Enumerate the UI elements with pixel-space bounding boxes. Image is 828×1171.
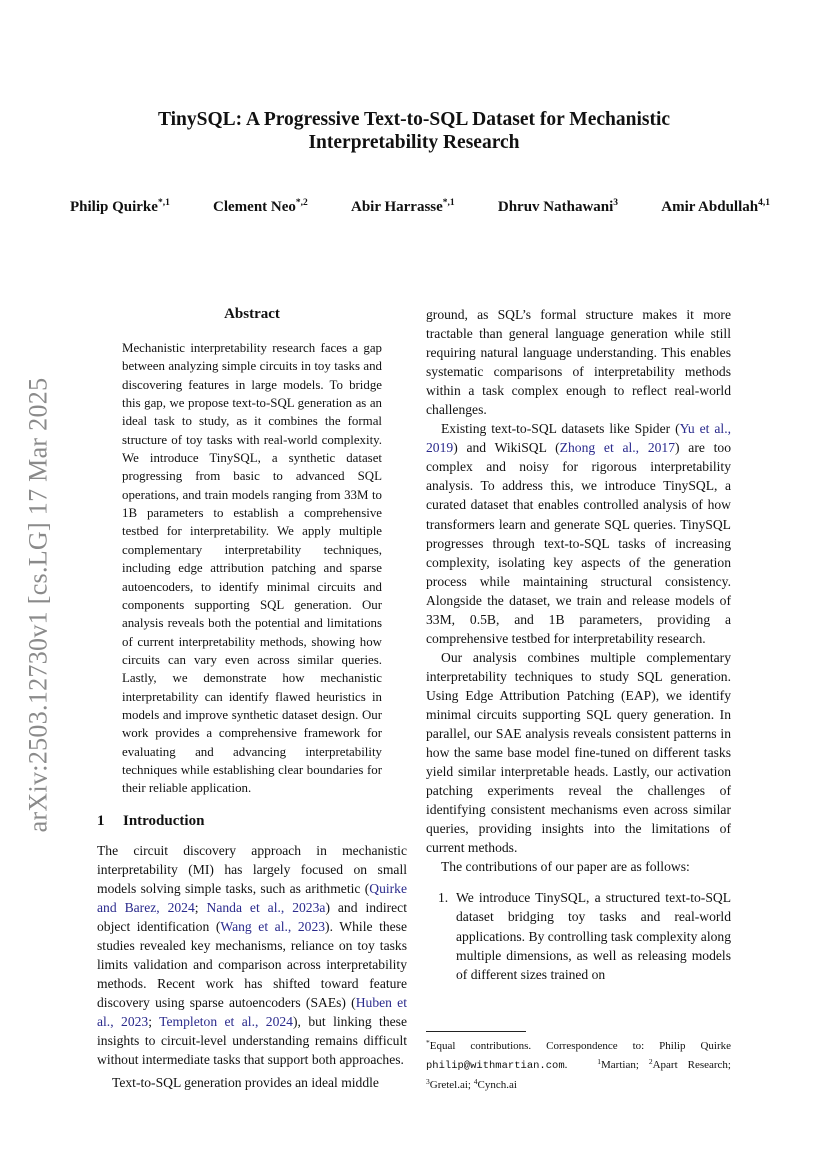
citation-link[interactable]: Templeton et al., 2024 xyxy=(159,1014,293,1030)
intro-paragraph-4: Our analysis combines multiple complementary interpretability techniques to study SQL generation. Using Edge Attribution Patching (EAP), we identify minimal circuits supporting SQL query generation. In parallel, our SAE analysis reveals consistent patterns in how the same base model fine-tuned on different tasks yield similar interpretable heads. Lastly, our activation patching experiments reveal the challenges of identifying consistent mechanisms even across similar queries, providing insights into the limitations of current methods. xyxy=(426,649,731,856)
left-column xyxy=(97,305,407,1092)
author-name: Dhruv Nathawani xyxy=(497,199,614,215)
text-run: ) and indirect object identification ( xyxy=(97,899,407,934)
text-run: Existing text-to-SQL datasets like Spider ( xyxy=(441,421,680,437)
text-run: . xyxy=(564,1059,568,1071)
author-affiliation: *,1 xyxy=(157,198,170,208)
text-run: ) are too complex and noisy for rigorous interpretability analysis. To address this, we introduce TinySQL, a curated dataset that enables controlled analysis of how transformers learn and generate SQL queries. TinySQL progresses through text-to-SQL tasks of increasing complexity, isolating key aspects of the generation process while maintaining structural consistency. Alongside the dataset, we train and release models of 33M, 0.5B, and 1B parameters, providing a comprehensive testbed for interpretability research. xyxy=(426,440,731,646)
intro-paragraph-3 xyxy=(426,419,731,648)
arxiv-identifier-text: arXiv:2503.12730v1 [cs.LG] 17 Mar 2025 xyxy=(23,377,52,833)
citation-link[interactable]: Huben et al., 2023 xyxy=(97,995,407,1030)
author-3 xyxy=(351,198,455,216)
footnote-mark: 1 xyxy=(597,1057,602,1066)
right-column xyxy=(426,305,731,984)
author-list xyxy=(70,198,770,216)
citation-link[interactable]: Wang et al., 2023 xyxy=(220,918,326,934)
text-run: ; xyxy=(148,1014,160,1030)
correspondence-email[interactable]: philip@withmartian.com xyxy=(426,1060,565,1072)
footnote xyxy=(426,1035,731,1093)
author-affiliation: *,1 xyxy=(442,198,455,208)
title-line-1: TinySQL: A Progressive Text-to-SQL Dataset for Mechanistic xyxy=(157,109,671,130)
affiliation-text: Gretel.ai; xyxy=(429,1079,474,1091)
author-affiliation: 3 xyxy=(613,198,619,208)
list-item xyxy=(426,888,731,983)
author-2 xyxy=(213,198,308,216)
text-run: ) and WikiSQL ( xyxy=(453,440,560,456)
citation-link[interactable]: Nanda et al., 2023a xyxy=(206,899,326,915)
citation-link[interactable]: Yu et al., 2019 xyxy=(426,421,731,456)
arxiv-identifier xyxy=(14,360,62,850)
footnote-text: Equal contributions. Correspondence to: Philip Quirke xyxy=(429,1040,731,1052)
footnote-divider xyxy=(426,1031,526,1032)
text-run: ), but linking these insights to circuit-level understanding remains difficult without intermediate tasks that support both approaches. xyxy=(97,1014,407,1068)
affiliation-text: Apart Research; xyxy=(652,1059,731,1071)
citation-link[interactable]: Zhong et al., 2017 xyxy=(559,440,676,456)
footnote-mark: 4 xyxy=(473,1077,478,1086)
section-title: Introduction xyxy=(123,812,205,829)
affiliation-text: Martian; xyxy=(601,1059,649,1071)
section-number: 1 xyxy=(97,812,105,829)
author-affiliation: 4,1 xyxy=(758,198,770,208)
abstract-body: Mechanistic interpretability research faces a gap between analyzing simple circuits in toy tasks and discovering features in large models. To bridge this gap, we propose text-to-SQL generation as an ideal task to study, as it combines the formal structure of toy tasks with real-world complexity. We introduce TinySQL, a synthetic dataset progressing from basic to advanced SQL operations, and train models ranging from 33M to 1B parameters to establish a comprehensive testbed for interpretability. We apply multiple complementary interpretability techniques, including edge attribution patching and sparse autoencoders, to identify minimal circuits and components supporting SQL generation. Our analysis reveals both the potential and limitations of current interpretability methods, showing how circuits can vary even across similar queries. Lastly, we demonstrate how mechanistic interpretability can identify flawed heuristics in models and improve synthetic dataset design. Our work provides a comprehensive framework for evaluating and advancing interpretability techniques while establishing clear boundaries for their reliable application. xyxy=(122,341,382,796)
author-name: Abir Harrasse xyxy=(350,199,443,215)
affiliation-text: Cynch.ai xyxy=(477,1079,517,1091)
intro-paragraph-1 xyxy=(97,841,407,1070)
intro-paragraph-2-start: Text-to-SQL generation provides an ideal middle xyxy=(112,1075,379,1091)
author-affiliation: *,2 xyxy=(295,198,308,208)
section-heading-introduction xyxy=(97,812,407,831)
intro-paragraph-2-continued: ground, as SQL’s formal structure makes it more tractable than general language generation while still requiring natural language understanding. This enables systematic comparisons of interpretability methods within a task complex enough to reflect real-world challenges. xyxy=(426,307,731,418)
intro-paragraph-5: The contributions of our paper are as follows: xyxy=(441,859,690,875)
author-name: Amir Abdullah xyxy=(661,199,759,215)
list-item-text: We introduce TinySQL, a structured text-to-SQL dataset bridging toy tasks and real-world applications. By controlling task complexity along multiple dimensions, as well as releasing models of different sizes trained on xyxy=(456,890,731,982)
text-run: ; xyxy=(194,899,207,915)
text-run: ). While these studies revealed key mechanisms, reliance on toy tasks limits validation and comparison across interpretability methods. Recent work has shifted toward feature discovery using sparse autoencoders (SAEs) ( xyxy=(97,918,408,1011)
footnote-mark: 3 xyxy=(426,1077,430,1086)
author-name: Clement Neo xyxy=(213,199,296,215)
citation-link[interactable]: Quirke and Barez, 2024 xyxy=(97,880,407,915)
author-5 xyxy=(661,198,770,216)
paper-title xyxy=(100,108,728,154)
footnote-mark: 2 xyxy=(648,1057,653,1066)
text-run: The circuit discovery approach in mechanistic interpretability (MI) has largely focused on small models solving simple tasks, such as arithmetic ( xyxy=(97,842,407,896)
footnote-mark: * xyxy=(426,1038,430,1047)
title-line-2: Interpretability Research xyxy=(308,132,520,153)
list-item-number: 1. xyxy=(438,890,449,906)
author-1 xyxy=(70,198,170,216)
author-name: Philip Quirke xyxy=(70,199,158,215)
author-4 xyxy=(498,198,618,216)
abstract-heading: Abstract xyxy=(224,306,280,322)
contributions-list xyxy=(426,888,731,983)
